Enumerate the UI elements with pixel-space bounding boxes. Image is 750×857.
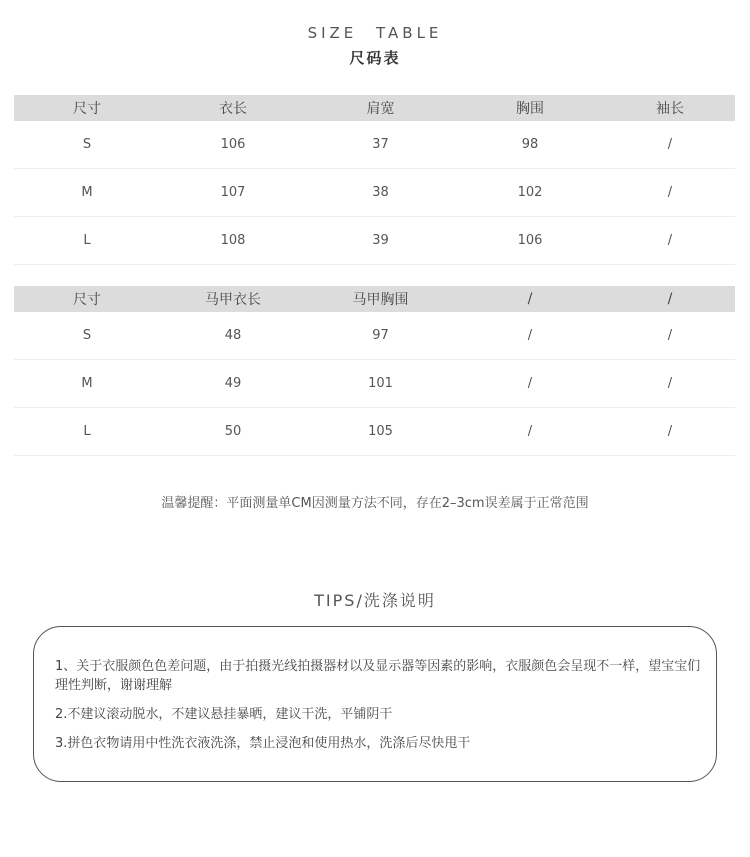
table-cell: 105: [306, 408, 455, 456]
table-cell: 106: [160, 121, 306, 169]
table-cell: /: [455, 408, 605, 456]
tip-item: 1、关于衣服颜色色差问题，由于拍摄光线拍摄器材以及显示器等因素的影响，衣服颜色会呈现不一样，望宝宝们理性判断，谢谢理解: [55, 659, 701, 693]
size-table-title-cn: 尺码表: [349, 49, 401, 67]
table-cell: /: [605, 360, 735, 408]
table-row: [14, 169, 735, 217]
table-cell: 49: [160, 360, 306, 408]
table-cell: 39: [306, 217, 455, 265]
measurement-note: 温馨提醒：平面测量单CM因测量方法不同，存在2–3cm误差属于正常范围: [161, 496, 589, 511]
table-cell: /: [605, 408, 735, 456]
table-cell: 48: [160, 312, 306, 360]
table-cell: /: [455, 360, 605, 408]
table-cell: M: [14, 169, 160, 217]
tips-title: TIPS/洗涤说明: [314, 591, 436, 610]
header-shoulder: 肩宽: [306, 95, 455, 121]
table-cell: 107: [160, 169, 306, 217]
table-cell: 37: [306, 121, 455, 169]
table-cell: 38: [306, 169, 455, 217]
header-vest-chest: 马甲胸围: [306, 286, 455, 312]
size-table-title-en: SIZE TABLE: [307, 24, 443, 42]
header-length: 衣长: [160, 95, 306, 121]
table-header-row: [14, 95, 735, 121]
table-cell: L: [14, 408, 160, 456]
table-cell: M: [14, 360, 160, 408]
header-empty: /: [455, 286, 605, 312]
table-cell: L: [14, 217, 160, 265]
table-cell: 50: [160, 408, 306, 456]
table-cell: S: [14, 312, 160, 360]
table-header-row: [14, 286, 735, 312]
tip-item: 2.不建议滚动脱水，不建议悬挂暴晒，建议干洗，平铺阴干: [55, 707, 393, 722]
table-row: [14, 121, 735, 169]
table-cell: /: [605, 121, 735, 169]
header-size: 尺寸: [14, 95, 160, 121]
header-size: 尺寸: [14, 286, 160, 312]
table-row: [14, 408, 735, 456]
table-cell: 106: [455, 217, 605, 265]
table-cell: /: [605, 312, 735, 360]
table-cell: 97: [306, 312, 455, 360]
table-cell: /: [605, 169, 735, 217]
tip-item: 3.拼色衣物请用中性洗衣液洗涤，禁止浸泡和使用热水，洗涤后尽快甩干: [55, 736, 471, 751]
table-row: [14, 217, 735, 265]
table-cell: 98: [455, 121, 605, 169]
table-cell: S: [14, 121, 160, 169]
table-row: [14, 312, 735, 360]
table-cell: 101: [306, 360, 455, 408]
table-cell: 102: [455, 169, 605, 217]
header-chest: 胸围: [455, 95, 605, 121]
tips-box: [33, 626, 717, 782]
table-row: [14, 360, 735, 408]
size-table-main: [14, 95, 735, 265]
table-cell: 108: [160, 217, 306, 265]
header-vest-length: 马甲衣长: [160, 286, 306, 312]
header-sleeve: 袖长: [605, 95, 735, 121]
header-empty: /: [605, 286, 735, 312]
size-table-vest: [14, 286, 735, 456]
table-cell: /: [455, 312, 605, 360]
table-cell: /: [605, 217, 735, 265]
